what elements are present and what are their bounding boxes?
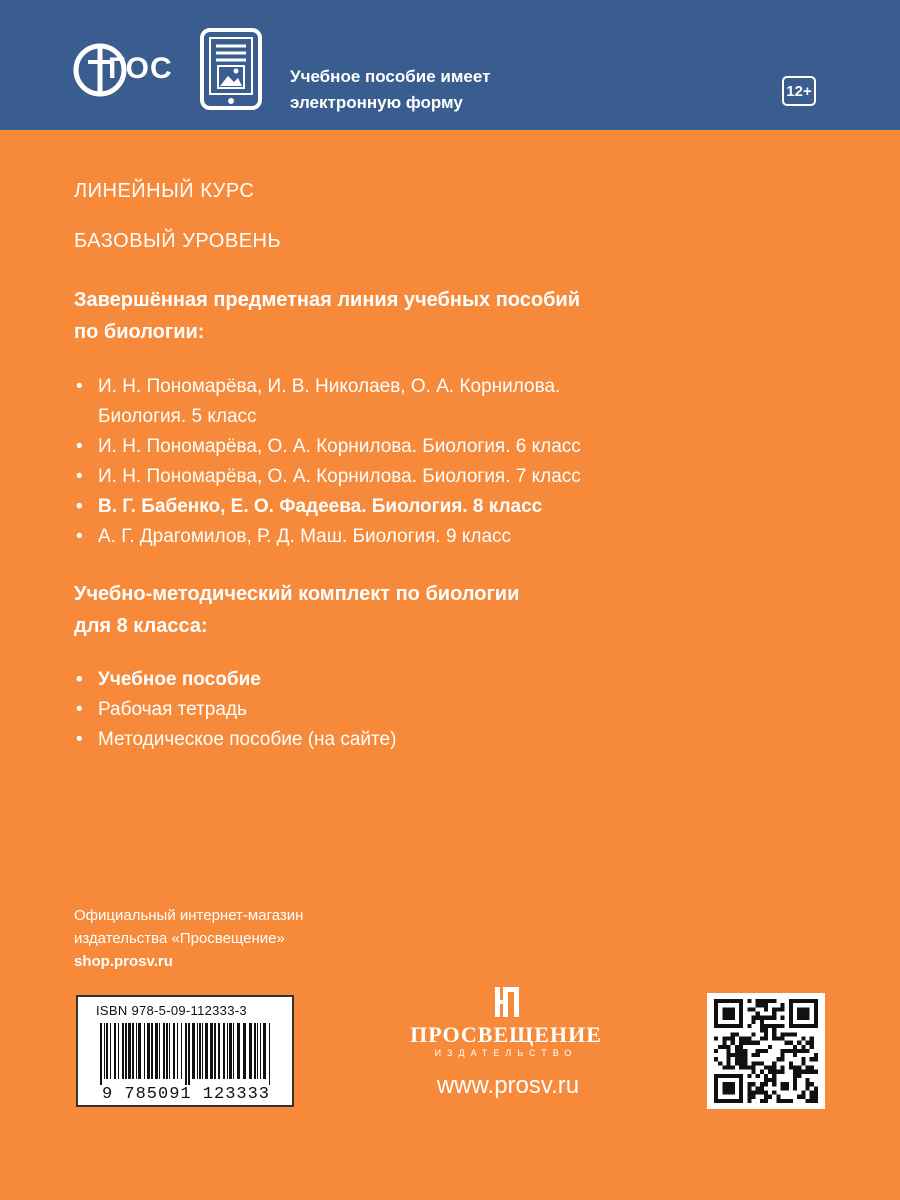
shop-url-link[interactable]: shop.prosv.ru	[74, 953, 173, 970]
age-rating-badge: 12+	[782, 76, 816, 106]
level-label: БАЗОВЫЙ УРОВЕНЬ	[74, 230, 282, 252]
barcode-digits: 9 785091 123333	[101, 1085, 271, 1104]
publisher-name: ПРОСВЕЩЕНИЕ	[410, 1022, 602, 1047]
kit-heading-line1: Учебно-методический комплект по биологии	[74, 583, 520, 605]
list-item-text: В. Г. Бабенко, Е. О. Фадеева. Биология. 8 класс	[98, 496, 543, 517]
fgos-logo	[72, 38, 173, 102]
kit-heading	[74, 578, 834, 642]
list-item-current	[74, 492, 834, 522]
list-item	[74, 402, 834, 432]
header-band	[0, 0, 900, 130]
list-item	[74, 372, 834, 402]
list-item-text: Учебное пособие	[98, 669, 261, 690]
kit-heading-line2: для 8 класса:	[74, 615, 208, 637]
bullet: •	[76, 699, 83, 720]
publisher-mark-icon	[494, 984, 520, 1018]
subject-line-heading	[74, 284, 834, 348]
list-item	[74, 695, 834, 725]
kit-list	[74, 665, 834, 755]
bullet: •	[76, 436, 83, 457]
list-item	[74, 725, 834, 755]
electronic-form-line2: электронную форму	[290, 93, 463, 112]
list-item-text: И. Н. Пономарёва, И. В. Николаев, О. А. Корнилова.	[98, 376, 561, 397]
list-item-text: И. Н. Пономарёва, О. А. Корнилова. Биология. 7 класс	[98, 466, 581, 487]
fgos-logo-text: ГОС	[108, 52, 173, 85]
list-item-text: Методическое пособие (на сайте)	[98, 729, 397, 750]
list-item-text: Рабочая тетрадь	[98, 699, 247, 720]
isbn-label: ISBN 978-5-09-112333-3	[96, 1003, 247, 1018]
qr-code[interactable]	[707, 993, 825, 1109]
bullet: •	[76, 466, 83, 487]
list-item-text: А. Г. Драгомилов, Р. Д. Маш. Биология. 9 класс	[98, 526, 512, 547]
subject-line-list	[74, 372, 834, 552]
subject-line-heading-line1: Завершённая предметная линия учебных пособий	[74, 289, 581, 311]
list-item	[74, 432, 834, 462]
bullet: •	[76, 496, 83, 517]
list-item	[74, 462, 834, 492]
barcode-graphic	[98, 1023, 276, 1085]
bullet: •	[76, 729, 83, 750]
shop-line2: издательства «Просвещение»	[74, 930, 285, 947]
publisher-url-link[interactable]: www.prosv.ru	[436, 1072, 580, 1099]
shop-info	[74, 904, 303, 973]
list-item-text: Биология. 5 класс	[98, 406, 257, 427]
publisher-logo	[408, 984, 608, 1114]
isbn-barcode-box	[76, 995, 294, 1107]
bullet: •	[76, 526, 83, 547]
electronic-form-line1: Учебное пособие имеет	[290, 67, 491, 86]
course-type: ЛИНЕЙНЫЙ КУРС	[74, 180, 255, 202]
publisher-subtitle: ИЗДАТЕЛЬСТВО	[434, 1048, 578, 1058]
list-item-current	[74, 665, 834, 695]
electronic-form-note	[290, 64, 590, 116]
qr-code-graphic	[713, 999, 819, 1103]
list-item-text: И. Н. Пономарёва, О. А. Корнилова. Биология. 6 класс	[98, 436, 581, 457]
bullet: •	[76, 669, 83, 690]
list-item	[74, 522, 834, 552]
shop-line1: Официальный интернет-магазин	[74, 907, 304, 924]
tablet-icon	[200, 28, 262, 110]
bullet: •	[76, 376, 83, 397]
subject-line-heading-line2: по биологии:	[74, 321, 205, 343]
